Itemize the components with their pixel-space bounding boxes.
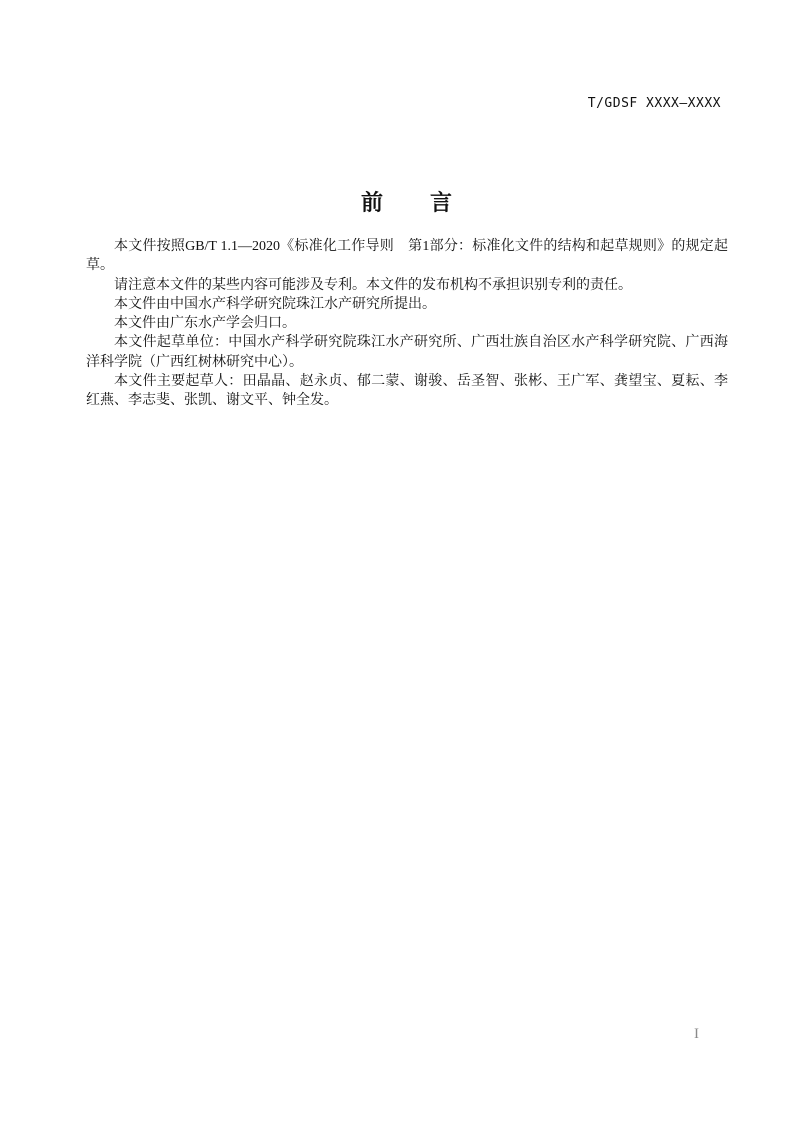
paragraph-drafting-organizations: 本文件起草单位：中国水产科学研究院珠江水产研究所、广西壮族自治区水产科学研究院、广西海洋科学院（广西红树林研究中心）。: [86, 335, 728, 370]
paragraph-centralized-by: 本文件由广东水产学会归口。: [114, 316, 296, 332]
foreword-title: 前 言: [360, 190, 453, 215]
paragraph-drafting-rules: 本文件按照GB/T 1.1—2020《标准化工作导则 第1部分：标准化文件的结构和起草规则》的规定起草。: [86, 239, 728, 274]
foreword-body: [86, 237, 728, 411]
paragraph-main-drafters: 本文件主要起草人：田晶晶、赵永贞、郁二蒙、谢骏、岳圣智、张彬、王广军、龚望宝、夏耘、李红燕、李志斐、张凯、谢文平、钟全发。: [86, 374, 728, 409]
paragraph-patent-notice: 请注意本文件的某些内容可能涉及专利。本文件的发布机构不承担识别专利的责任。: [114, 277, 632, 293]
paragraph-proposed-by: 本文件由中国水产科学研究院珠江水产研究所提出。: [114, 296, 436, 312]
page-number: I: [694, 1026, 699, 1042]
standard-code-header: T/GDSF XXXX—XXXX: [587, 96, 721, 111]
